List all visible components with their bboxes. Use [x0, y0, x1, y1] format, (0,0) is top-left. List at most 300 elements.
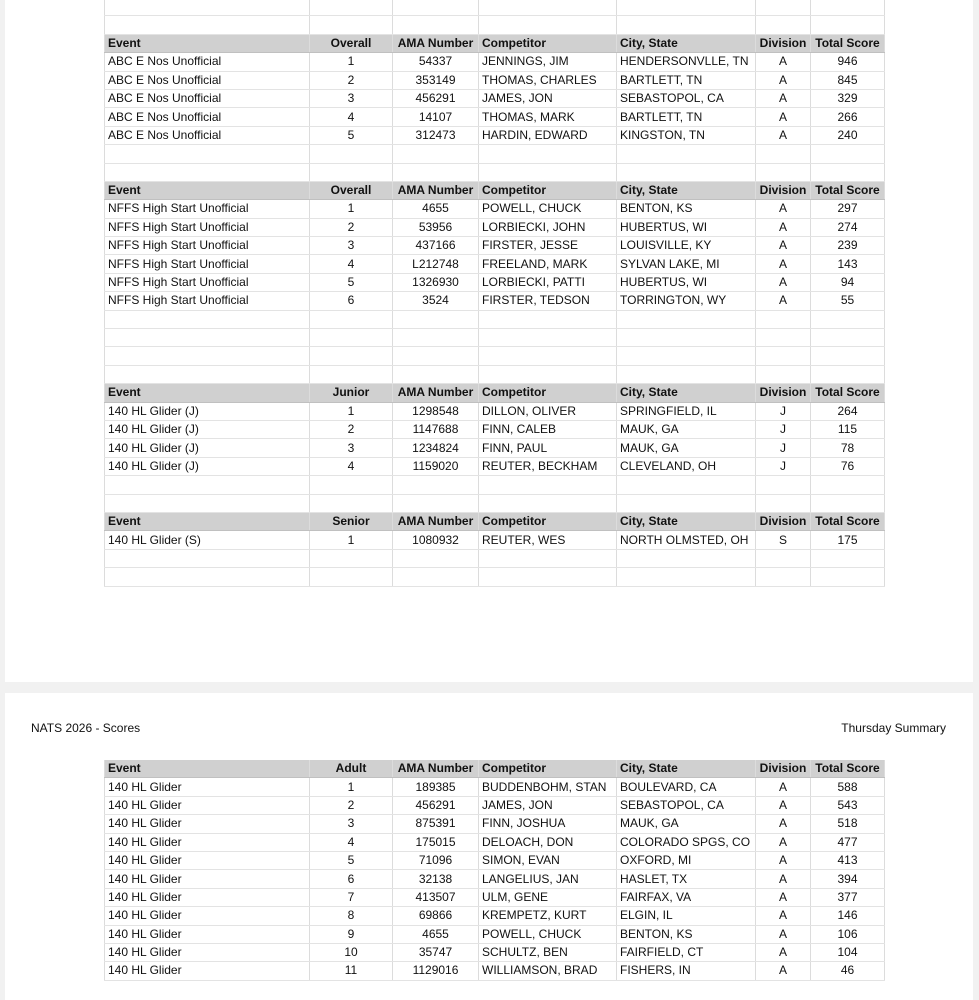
- empty-cell: [811, 163, 885, 181]
- total-score-cell: 266: [811, 108, 885, 126]
- total-score-cell: 264: [811, 402, 885, 420]
- column-header: Division: [756, 34, 811, 52]
- column-header: Event: [105, 512, 310, 530]
- table-row: [105, 53, 885, 71]
- rank-cell: 6: [310, 870, 393, 888]
- ama-number-cell: 437166: [393, 237, 479, 255]
- table-row: [105, 200, 885, 218]
- empty-cell: [617, 549, 756, 567]
- event-cell: NFFS High Start Unofficial: [105, 200, 310, 218]
- empty-cell: [393, 145, 479, 163]
- column-header: City, State: [617, 384, 756, 402]
- ama-number-cell: 4655: [393, 200, 479, 218]
- division-cell: S: [756, 531, 811, 549]
- empty-cell: [393, 310, 479, 328]
- empty-cell: [310, 329, 393, 347]
- empty-cell: [479, 16, 617, 34]
- ama-number-cell: 1234824: [393, 439, 479, 457]
- total-score-cell: 297: [811, 200, 885, 218]
- column-header: Division: [756, 760, 811, 778]
- division-cell: A: [756, 851, 811, 869]
- division-cell: A: [756, 255, 811, 273]
- table-row: [105, 218, 885, 236]
- empty-cell: [310, 568, 393, 586]
- empty-cell: [811, 16, 885, 34]
- event-cell: 140 HL Glider: [105, 943, 310, 961]
- empty-cell: [105, 347, 310, 365]
- table-row: [105, 126, 885, 144]
- column-header: AMA Number: [393, 34, 479, 52]
- empty-cell: [479, 365, 617, 383]
- header-row: [105, 384, 885, 402]
- competitor-cell: POWELL, CHUCK: [479, 925, 617, 943]
- column-header: Total Score: [811, 384, 885, 402]
- empty-cell: [811, 365, 885, 383]
- ama-number-cell: 175015: [393, 833, 479, 851]
- city-state-cell: OXFORD, MI: [617, 851, 756, 869]
- competitor-cell: DELOACH, DON: [479, 833, 617, 851]
- empty-cell: [617, 16, 756, 34]
- division-cell: A: [756, 925, 811, 943]
- column-header: AMA Number: [393, 512, 479, 530]
- event-cell: 140 HL Glider: [105, 796, 310, 814]
- empty-cell: [479, 476, 617, 494]
- column-header: Competitor: [479, 181, 617, 199]
- competitor-cell: THOMAS, MARK: [479, 108, 617, 126]
- empty-cell: [310, 365, 393, 383]
- empty-cell: [310, 310, 393, 328]
- competitor-cell: POWELL, CHUCK: [479, 200, 617, 218]
- city-state-cell: TORRINGTON, WY: [617, 292, 756, 310]
- rank-cell: 1: [310, 402, 393, 420]
- competitor-cell: LORBIECKI, PATTI: [479, 273, 617, 291]
- event-cell: 140 HL Glider: [105, 778, 310, 796]
- empty-row: [105, 16, 885, 34]
- empty-cell: [811, 329, 885, 347]
- empty-cell: [479, 310, 617, 328]
- total-score-cell: 329: [811, 89, 885, 107]
- column-header: AMA Number: [393, 181, 479, 199]
- header-row: [105, 512, 885, 530]
- ama-number-cell: L212748: [393, 255, 479, 273]
- empty-cell: [756, 310, 811, 328]
- event-cell: NFFS High Start Unofficial: [105, 292, 310, 310]
- empty-cell: [811, 494, 885, 512]
- city-state-cell: KINGSTON, TN: [617, 126, 756, 144]
- event-cell: ABC E Nos Unofficial: [105, 89, 310, 107]
- event-cell: ABC E Nos Unofficial: [105, 108, 310, 126]
- empty-row: [105, 568, 885, 586]
- ama-number-cell: 3524: [393, 292, 479, 310]
- empty-cell: [393, 365, 479, 383]
- event-cell: 140 HL Glider: [105, 888, 310, 906]
- event-cell: 140 HL Glider: [105, 962, 310, 980]
- total-score-cell: 146: [811, 907, 885, 925]
- empty-row: [105, 494, 885, 512]
- event-cell: 140 HL Glider (J): [105, 402, 310, 420]
- total-score-cell: 175: [811, 531, 885, 549]
- city-state-cell: MAUK, GA: [617, 815, 756, 833]
- page-1: [5, 0, 973, 682]
- empty-cell: [811, 549, 885, 567]
- empty-cell: [105, 163, 310, 181]
- column-header: Division: [756, 181, 811, 199]
- empty-cell: [105, 145, 310, 163]
- empty-cell: [756, 0, 811, 16]
- empty-cell: [105, 310, 310, 328]
- competitor-cell: FREELAND, MARK: [479, 255, 617, 273]
- rank-cell: 2: [310, 71, 393, 89]
- division-cell: J: [756, 439, 811, 457]
- total-score-cell: 588: [811, 778, 885, 796]
- table-row: [105, 815, 885, 833]
- division-cell: A: [756, 870, 811, 888]
- column-header: Competitor: [479, 384, 617, 402]
- total-score-cell: 106: [811, 925, 885, 943]
- division-cell: A: [756, 292, 811, 310]
- rank-cell: 4: [310, 108, 393, 126]
- table-row: [105, 237, 885, 255]
- total-score-cell: 394: [811, 870, 885, 888]
- competitor-cell: FIRSTER, JESSE: [479, 237, 617, 255]
- empty-cell: [811, 347, 885, 365]
- total-score-cell: 94: [811, 273, 885, 291]
- competitor-cell: FINN, CALEB: [479, 420, 617, 438]
- empty-cell: [756, 16, 811, 34]
- empty-cell: [617, 0, 756, 16]
- city-state-cell: FAIRFIELD, CT: [617, 943, 756, 961]
- table-row: [105, 870, 885, 888]
- empty-cell: [479, 549, 617, 567]
- rank-cell: 3: [310, 439, 393, 457]
- rank-cell: 1: [310, 53, 393, 71]
- event-cell: 140 HL Glider: [105, 925, 310, 943]
- competitor-cell: REUTER, WES: [479, 531, 617, 549]
- empty-cell: [105, 568, 310, 586]
- competitor-cell: BUDDENBOHM, STAN: [479, 778, 617, 796]
- ama-number-cell: 413507: [393, 888, 479, 906]
- ama-number-cell: 4655: [393, 925, 479, 943]
- empty-cell: [617, 329, 756, 347]
- empty-cell: [310, 145, 393, 163]
- city-state-cell: BARTLETT, TN: [617, 108, 756, 126]
- ama-number-cell: 1326930: [393, 273, 479, 291]
- total-score-cell: 55: [811, 292, 885, 310]
- column-header: Junior: [310, 384, 393, 402]
- division-cell: A: [756, 796, 811, 814]
- rank-cell: 3: [310, 815, 393, 833]
- empty-cell: [479, 568, 617, 586]
- rank-cell: 10: [310, 943, 393, 961]
- empty-cell: [479, 494, 617, 512]
- table-row: [105, 962, 885, 980]
- column-header: City, State: [617, 34, 756, 52]
- empty-cell: [393, 163, 479, 181]
- empty-cell: [479, 163, 617, 181]
- ama-number-cell: 71096: [393, 851, 479, 869]
- total-score-cell: 413: [811, 851, 885, 869]
- rank-cell: 5: [310, 851, 393, 869]
- division-cell: J: [756, 402, 811, 420]
- empty-cell: [617, 365, 756, 383]
- competitor-cell: THOMAS, CHARLES: [479, 71, 617, 89]
- competitor-cell: SIMON, EVAN: [479, 851, 617, 869]
- division-cell: A: [756, 943, 811, 961]
- table-row: [105, 778, 885, 796]
- rank-cell: 1: [310, 200, 393, 218]
- empty-cell: [393, 16, 479, 34]
- column-header: Event: [105, 384, 310, 402]
- city-state-cell: FAIRFAX, VA: [617, 888, 756, 906]
- ama-number-cell: 312473: [393, 126, 479, 144]
- table-row: [105, 888, 885, 906]
- table-row: [105, 108, 885, 126]
- empty-cell: [310, 347, 393, 365]
- column-header: Division: [756, 384, 811, 402]
- rank-cell: 2: [310, 218, 393, 236]
- table-row: [105, 273, 885, 291]
- ama-number-cell: 35747: [393, 943, 479, 961]
- page-title: NATS 2026 - Scores: [31, 721, 141, 735]
- division-cell: A: [756, 907, 811, 925]
- column-header: Total Score: [811, 760, 885, 778]
- column-header: Total Score: [811, 181, 885, 199]
- total-score-cell: 239: [811, 237, 885, 255]
- column-header: Total Score: [811, 34, 885, 52]
- table-row: [105, 71, 885, 89]
- city-state-cell: SYLVAN LAKE, MI: [617, 255, 756, 273]
- table-row: [105, 402, 885, 420]
- empty-cell: [479, 329, 617, 347]
- column-header: Event: [105, 181, 310, 199]
- division-cell: A: [756, 71, 811, 89]
- empty-cell: [105, 365, 310, 383]
- total-score-cell: 46: [811, 962, 885, 980]
- empty-cell: [310, 163, 393, 181]
- header-row: [105, 34, 885, 52]
- table-row: [105, 943, 885, 961]
- division-cell: A: [756, 126, 811, 144]
- column-header: City, State: [617, 512, 756, 530]
- empty-cell: [479, 0, 617, 16]
- empty-cell: [393, 347, 479, 365]
- empty-cell: [393, 0, 479, 16]
- event-cell: NFFS High Start Unofficial: [105, 273, 310, 291]
- empty-cell: [393, 476, 479, 494]
- division-cell: A: [756, 108, 811, 126]
- empty-cell: [617, 494, 756, 512]
- competitor-cell: WILLIAMSON, BRAD: [479, 962, 617, 980]
- total-score-cell: 115: [811, 420, 885, 438]
- rank-cell: 4: [310, 457, 393, 475]
- city-state-cell: BARTLETT, TN: [617, 71, 756, 89]
- ama-number-cell: 1159020: [393, 457, 479, 475]
- empty-cell: [617, 568, 756, 586]
- total-score-cell: 240: [811, 126, 885, 144]
- event-cell: 140 HL Glider: [105, 907, 310, 925]
- empty-cell: [617, 476, 756, 494]
- ama-number-cell: 1080932: [393, 531, 479, 549]
- competitor-cell: DILLON, OLIVER: [479, 402, 617, 420]
- empty-row: [105, 347, 885, 365]
- rank-cell: 4: [310, 833, 393, 851]
- city-state-cell: SEBASTOPOL, CA: [617, 89, 756, 107]
- event-cell: 140 HL Glider (J): [105, 439, 310, 457]
- empty-cell: [393, 494, 479, 512]
- empty-cell: [479, 347, 617, 365]
- division-cell: A: [756, 200, 811, 218]
- empty-row: [105, 329, 885, 347]
- column-header: Event: [105, 760, 310, 778]
- total-score-cell: 845: [811, 71, 885, 89]
- competitor-cell: JAMES, JON: [479, 89, 617, 107]
- column-header: Overall: [310, 34, 393, 52]
- event-cell: 140 HL Glider (J): [105, 420, 310, 438]
- empty-cell: [105, 329, 310, 347]
- table-row: [105, 907, 885, 925]
- table-row: [105, 439, 885, 457]
- empty-row: [105, 310, 885, 328]
- competitor-cell: FINN, PAUL: [479, 439, 617, 457]
- column-header: Total Score: [811, 512, 885, 530]
- rank-cell: 7: [310, 888, 393, 906]
- ama-number-cell: 32138: [393, 870, 479, 888]
- city-state-cell: LOUISVILLE, KY: [617, 237, 756, 255]
- city-state-cell: NORTH OLMSTED, OH: [617, 531, 756, 549]
- rank-cell: 2: [310, 796, 393, 814]
- division-cell: J: [756, 420, 811, 438]
- header-row: [105, 760, 885, 778]
- city-state-cell: CLEVELAND, OH: [617, 457, 756, 475]
- header-row: [105, 181, 885, 199]
- column-header: City, State: [617, 760, 756, 778]
- event-cell: 140 HL Glider (S): [105, 531, 310, 549]
- page-summary-label: Thursday Summary: [841, 721, 946, 735]
- competitor-cell: JAMES, JON: [479, 796, 617, 814]
- total-score-cell: 946: [811, 53, 885, 71]
- competitor-cell: ULM, GENE: [479, 888, 617, 906]
- column-header: Adult: [310, 760, 393, 778]
- empty-cell: [811, 476, 885, 494]
- ama-number-cell: 353149: [393, 71, 479, 89]
- empty-cell: [310, 494, 393, 512]
- event-cell: ABC E Nos Unofficial: [105, 53, 310, 71]
- total-score-cell: 78: [811, 439, 885, 457]
- division-cell: A: [756, 962, 811, 980]
- empty-cell: [105, 549, 310, 567]
- table-row: [105, 851, 885, 869]
- city-state-cell: ELGIN, IL: [617, 907, 756, 925]
- empty-cell: [756, 476, 811, 494]
- division-cell: A: [756, 237, 811, 255]
- total-score-cell: 377: [811, 888, 885, 906]
- city-state-cell: SPRINGFIELD, IL: [617, 402, 756, 420]
- rank-cell: 3: [310, 237, 393, 255]
- table-row: [105, 292, 885, 310]
- empty-cell: [479, 145, 617, 163]
- empty-row: [105, 163, 885, 181]
- total-score-cell: 274: [811, 218, 885, 236]
- competitor-cell: JENNINGS, JIM: [479, 53, 617, 71]
- division-cell: A: [756, 778, 811, 796]
- event-cell: 140 HL Glider: [105, 851, 310, 869]
- competitor-cell: LORBIECKI, JOHN: [479, 218, 617, 236]
- city-state-cell: BENTON, KS: [617, 200, 756, 218]
- division-cell: A: [756, 89, 811, 107]
- column-header: City, State: [617, 181, 756, 199]
- ama-number-cell: 456291: [393, 796, 479, 814]
- empty-cell: [811, 0, 885, 16]
- total-score-cell: 76: [811, 457, 885, 475]
- event-cell: NFFS High Start Unofficial: [105, 218, 310, 236]
- city-state-cell: COLORADO SPGS, CO: [617, 833, 756, 851]
- column-header: Competitor: [479, 512, 617, 530]
- table-row: [105, 925, 885, 943]
- division-cell: J: [756, 457, 811, 475]
- empty-cell: [756, 494, 811, 512]
- competitor-cell: FIRSTER, TEDSON: [479, 292, 617, 310]
- empty-cell: [310, 0, 393, 16]
- empty-cell: [811, 310, 885, 328]
- empty-cell: [105, 16, 310, 34]
- city-state-cell: HUBERTUS, WI: [617, 218, 756, 236]
- event-cell: NFFS High Start Unofficial: [105, 237, 310, 255]
- empty-row: [105, 0, 885, 16]
- division-cell: A: [756, 815, 811, 833]
- empty-cell: [617, 145, 756, 163]
- rank-cell: 2: [310, 420, 393, 438]
- city-state-cell: HUBERTUS, WI: [617, 273, 756, 291]
- empty-cell: [105, 476, 310, 494]
- division-cell: A: [756, 273, 811, 291]
- empty-row: [105, 476, 885, 494]
- total-score-cell: 143: [811, 255, 885, 273]
- column-header: Event: [105, 34, 310, 52]
- city-state-cell: FISHERS, IN: [617, 962, 756, 980]
- competitor-cell: FINN, JOSHUA: [479, 815, 617, 833]
- rank-cell: 9: [310, 925, 393, 943]
- event-cell: NFFS High Start Unofficial: [105, 255, 310, 273]
- ama-number-cell: 14107: [393, 108, 479, 126]
- total-score-cell: 543: [811, 796, 885, 814]
- empty-cell: [617, 163, 756, 181]
- division-cell: A: [756, 833, 811, 851]
- competitor-cell: KREMPETZ, KURT: [479, 907, 617, 925]
- city-state-cell: HASLET, TX: [617, 870, 756, 888]
- rank-cell: 3: [310, 89, 393, 107]
- empty-cell: [310, 549, 393, 567]
- division-cell: A: [756, 888, 811, 906]
- empty-cell: [617, 347, 756, 365]
- empty-cell: [756, 145, 811, 163]
- empty-row: [105, 549, 885, 567]
- column-header: Overall: [310, 181, 393, 199]
- ama-number-cell: 189385: [393, 778, 479, 796]
- ama-number-cell: 54337: [393, 53, 479, 71]
- competitor-cell: REUTER, BECKHAM: [479, 457, 617, 475]
- ama-number-cell: 1147688: [393, 420, 479, 438]
- rank-cell: 11: [310, 962, 393, 980]
- empty-cell: [756, 568, 811, 586]
- event-cell: ABC E Nos Unofficial: [105, 126, 310, 144]
- empty-row: [105, 365, 885, 383]
- city-state-cell: BOULEVARD, CA: [617, 778, 756, 796]
- event-cell: 140 HL Glider (J): [105, 457, 310, 475]
- table-row: [105, 457, 885, 475]
- empty-cell: [756, 365, 811, 383]
- empty-cell: [393, 549, 479, 567]
- empty-cell: [756, 329, 811, 347]
